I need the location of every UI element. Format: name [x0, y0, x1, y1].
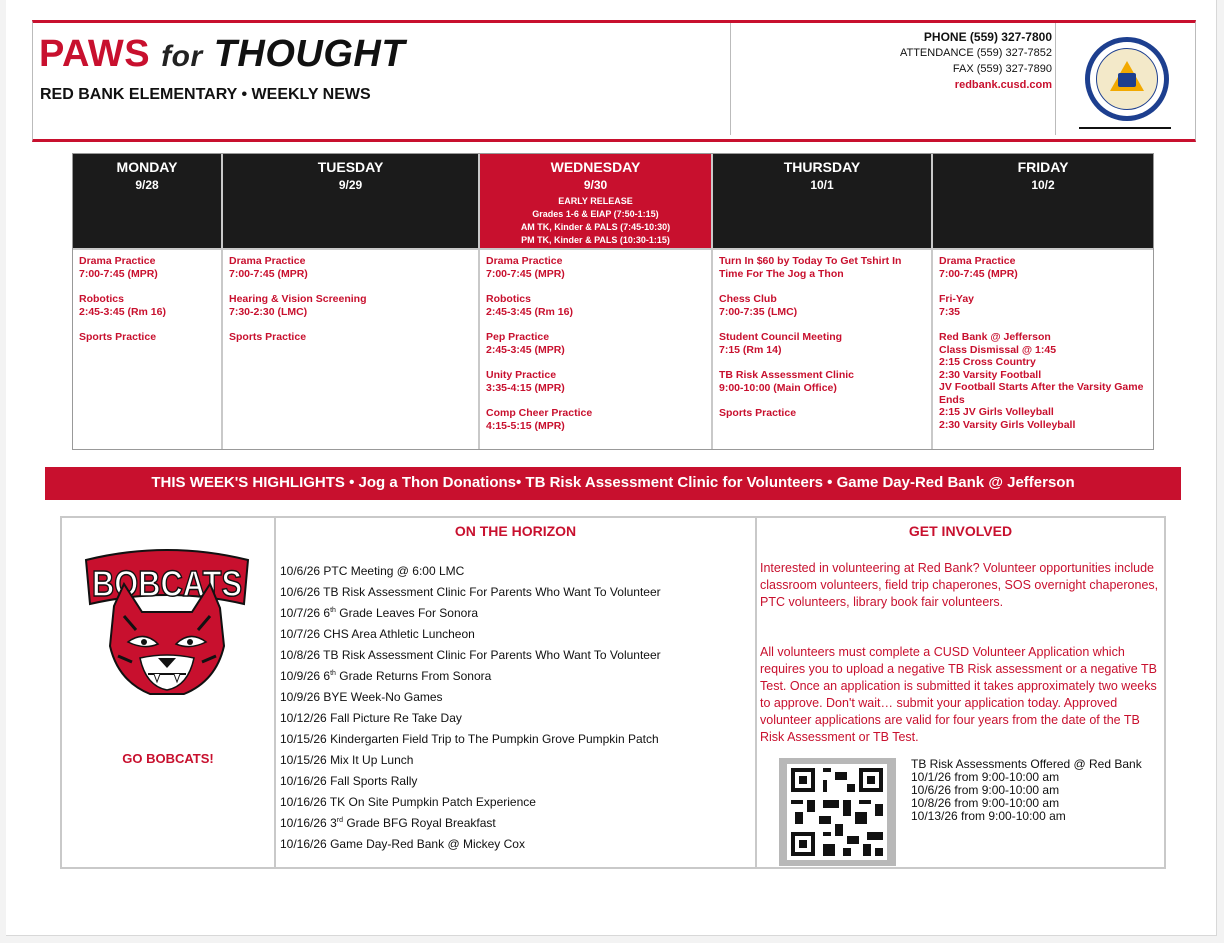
horizon-text: Kindergarten Field Trip to The Pumpkin Grove Pumpkin Patch [330, 732, 659, 746]
volunteer-intro: Interested in volunteering at Red Bank? Volunteer opportunities include classroom volunteers, field trip chaperones, SOS overnight chaperones, PTC volunteers, library book fair volunteers. [760, 561, 1159, 609]
horizon-date: 10/16/26 [280, 816, 327, 830]
horizon-item [280, 687, 750, 708]
calendar-event [486, 407, 706, 432]
horizon-title: ON THE HORIZON [454, 523, 577, 539]
svg-text:BOBCATS: BOBCATS [92, 563, 242, 604]
day-header [73, 154, 221, 250]
horizon-item [280, 582, 750, 603]
event-line: Sports Practice [229, 331, 307, 343]
header-divider [1055, 23, 1056, 135]
event-line: 2:45-3:45 (Rm 16) [79, 305, 166, 318]
newsletter-header [32, 20, 1196, 142]
horizon-text: BYE Week-No Games [323, 690, 443, 704]
horizon-item [280, 666, 750, 687]
event-line: Time For The Jog a Thon [719, 267, 844, 280]
event-line: Red Bank @ Jefferson [939, 331, 1051, 343]
bottom-section [60, 516, 1166, 869]
horizon-text: TK On Site Pumpkin Patch Experience [329, 795, 536, 809]
event-line: Pep Practice [486, 331, 550, 343]
divider [1079, 127, 1171, 129]
horizon-date: 10/16/26 [280, 837, 327, 851]
horizon-item [280, 813, 750, 834]
day-header [223, 154, 478, 250]
horizon-date: 10/16/26 [280, 774, 327, 788]
event-line: 2:45-3:45 (Rm 16) [486, 305, 573, 318]
day-events [933, 250, 1153, 431]
horizon-text: TB Risk Assessment Clinic For Parents Who Want To Volunteer [323, 648, 661, 662]
horizon-ordinal: 6 [323, 669, 331, 683]
horizon-item [280, 750, 750, 771]
get-involved-title: GET INVOLVED [908, 523, 1013, 539]
event-line: TB Risk Assessment Clinic [719, 369, 854, 381]
horizon-date: 10/16/26 [280, 795, 327, 809]
horizon-item [280, 834, 750, 855]
calendar-event [939, 293, 1148, 318]
event-line: Sports Practice [719, 407, 797, 419]
horizon-ordinal: 3 [330, 816, 337, 830]
horizon-text: Grade Returns From Sonora [335, 669, 492, 683]
early-release-note: Grades 1-6 & EIAP (7:50-1:15) [532, 209, 659, 219]
calendar-event [486, 369, 706, 394]
horizon-list [280, 561, 750, 855]
calendar-event [229, 255, 473, 280]
day-name: TUESDAY [317, 159, 384, 175]
calendar-event [719, 255, 926, 280]
horizon-ordinal-suffix: th [330, 607, 336, 614]
event-line: 2:45-3:45 (MPR) [486, 343, 565, 356]
horizon-text: Grade BFG Royal Breakfast [342, 816, 496, 830]
calendar-event [486, 293, 706, 318]
event-line: 2:15 JV Girls Volleyball [939, 406, 1054, 418]
event-line: Drama Practice [79, 255, 156, 267]
calendar-event [719, 407, 926, 420]
calendar-event [939, 255, 1148, 280]
event-line: Robotics [79, 293, 124, 305]
event-line: Drama Practice [486, 255, 563, 267]
tb-date: 10/1/26 from 9:00-10:00 am [911, 770, 1060, 784]
day-date: 9/30 [583, 178, 608, 192]
day-events [73, 250, 221, 344]
fax: FAX (559) 327-7890 [952, 63, 1052, 75]
contact-info [900, 29, 1052, 93]
calendar-event [719, 331, 926, 356]
calendar-event [486, 255, 706, 280]
event-line: JV Football Starts After the Varsity Game Ends [939, 381, 1144, 406]
calendar-event [79, 255, 216, 280]
horizon-text: Fall Picture Re Take Day [330, 711, 462, 725]
event-line: Sports Practice [79, 331, 157, 343]
volunteer-requirements: All volunteers must complete a CUSD Volunteer Application which requires you to upload a negative TB Risk assessment or a negative TB Test. Once an application is submitted it takes approximately two weeks to approve. Don't wait… submit your application today. Approved volunteer applications are valid for four years from the date of the TB Risk Assessment or TB Test. [760, 645, 1157, 744]
horizon-item [280, 624, 750, 645]
event-line: Student Council Meeting [719, 331, 843, 343]
horizon-item [280, 708, 750, 729]
horizon-ordinal-suffix: rd [336, 817, 343, 824]
newsletter-title [39, 33, 405, 76]
event-line: 7:00-7:45 (MPR) [486, 267, 565, 280]
horizon-text: TB Risk Assessment Clinic For Parents Who Want To Volunteer [323, 585, 661, 599]
day-header [933, 154, 1153, 250]
horizon-text: Fall Sports Rally [330, 774, 418, 788]
title-paws: PAWS [39, 33, 151, 75]
day-header [480, 154, 711, 250]
calendar-event [229, 331, 473, 344]
day-name: MONDAY [116, 159, 178, 175]
event-line: Fri-Yay [939, 293, 975, 305]
horizon-item [280, 561, 750, 582]
event-line: 7:00-7:35 (LMC) [719, 305, 798, 318]
event-line: Turn In $60 by Today To Get Tshirt In [719, 255, 902, 267]
tb-title: TB Risk Assessments Offered @ Red Bank [911, 757, 1142, 771]
horizon-text: Mix It Up Lunch [330, 753, 414, 767]
event-line: 7:00-7:45 (MPR) [79, 267, 158, 280]
horizon-ordinal-suffix: th [330, 670, 336, 677]
weekly-highlights-banner: THIS WEEK'S HIGHLIGHTS • Jog a Thon Donations• TB Risk Assessment Clinic for Volunteers • Game Day-Red Bank @ Jefferson [45, 467, 1181, 500]
event-line: Class Dismissal @ 1:45 [939, 343, 1057, 356]
horizon-item [280, 792, 750, 813]
horizon-item [280, 729, 750, 750]
horizon-text: Grade Leaves For Sonora [335, 606, 478, 620]
calendar-event [79, 293, 216, 318]
website-link[interactable]: redbank.cusd.com [954, 79, 1052, 91]
bobcats-logo-icon [84, 546, 250, 698]
district-seal-icon [1085, 37, 1169, 121]
event-line: Drama Practice [939, 255, 1016, 267]
day-events [480, 250, 711, 432]
horizon-date: 10/8/26 [280, 648, 321, 662]
horizon-date: 10/9/26 [280, 669, 321, 683]
calendar-event [939, 331, 1148, 431]
event-line: Unity Practice [486, 369, 557, 381]
early-release-note: AM TK, Kinder & PALS (7:45-10:30) [520, 222, 671, 232]
tb-date: 10/8/26 from 9:00-10:00 am [911, 796, 1060, 810]
calendar-event [719, 369, 926, 394]
horizon-text: Game Day-Red Bank @ Mickey Cox [330, 837, 525, 851]
horizon-date: 10/6/26 [280, 585, 321, 599]
event-line: 9:00-10:00 (Main Office) [719, 381, 837, 394]
horizon-date: 10/15/26 [280, 753, 327, 767]
event-line: 2:30 Varsity Girls Volleyball [939, 418, 1076, 431]
event-line: Robotics [486, 293, 531, 305]
event-line: 2:15 Cross Country [939, 356, 1036, 368]
horizon-item [280, 603, 750, 624]
attendance: ATTENDANCE (559) 327-7852 [899, 47, 1052, 59]
event-line: Chess Club [719, 293, 777, 305]
title-thought: THOUGHT [213, 33, 406, 75]
event-line: 3:35-4:15 (MPR) [486, 381, 565, 394]
day-date: 10/2 [1031, 178, 1055, 192]
horizon-date: 10/15/26 [280, 732, 327, 746]
event-line: 7:35 [939, 305, 961, 318]
calendar-event [79, 331, 216, 344]
event-line: Drama Practice [229, 255, 306, 267]
event-line: 4:15-5:15 (MPR) [486, 419, 565, 432]
day-events [713, 250, 931, 420]
header-divider [730, 23, 731, 135]
horizon-ordinal: 6 [323, 606, 331, 620]
calendar-event [229, 293, 473, 318]
weekly-calendar [72, 153, 1154, 450]
tb-schedule [911, 758, 1142, 823]
tb-date: 10/13/26 from 9:00-10:00 am [911, 809, 1066, 823]
newsletter-subtitle: RED BANK ELEMENTARY • WEEKLY NEWS [40, 86, 371, 103]
day-date: 9/28 [135, 178, 159, 192]
day-name: WEDNESDAY [550, 159, 641, 175]
horizon-item [280, 645, 750, 666]
event-line: Hearing & Vision Screening [229, 293, 367, 305]
qr-code-icon [779, 758, 896, 866]
day-header [713, 154, 931, 250]
day-events [223, 250, 478, 344]
event-line: Comp Cheer Practice [486, 407, 593, 419]
day-date: 9/29 [338, 178, 363, 192]
event-line: 2:30 Varsity Football [939, 368, 1042, 381]
tb-date: 10/6/26 from 9:00-10:00 am [911, 783, 1060, 797]
horizon-date: 10/7/26 [280, 627, 321, 641]
day-column-thursday [713, 154, 933, 449]
event-line: 7:15 (Rm 14) [719, 343, 782, 356]
event-line: 7:00-7:45 (MPR) [229, 267, 308, 280]
newsletter-page [6, 0, 1217, 936]
horizon-date: 10/7/26 [280, 606, 321, 620]
event-line: 7:00-7:45 (MPR) [939, 267, 1018, 280]
horizon-text: CHS Area Athletic Luncheon [323, 627, 475, 641]
horizon-item [280, 771, 750, 792]
day-name: THURSDAY [783, 159, 861, 175]
early-release-note: EARLY RELEASE [558, 196, 633, 206]
horizon-date: 10/9/26 [280, 690, 321, 704]
event-line: 7:30-2:30 (LMC) [229, 305, 308, 318]
day-column-monday [73, 154, 223, 449]
phone: PHONE (559) 327-7800 [923, 30, 1052, 44]
horizon-text: PTC Meeting @ 6:00 LMC [323, 564, 465, 578]
day-column-wednesday [480, 154, 713, 449]
early-release-note: PM TK, Kinder & PALS (10:30-1:15) [521, 235, 670, 245]
day-date: 10/1 [810, 178, 834, 192]
day-column-friday [933, 154, 1153, 449]
calendar-event [486, 331, 706, 356]
day-name: FRIDAY [1017, 159, 1069, 175]
calendar-event [719, 293, 926, 318]
horizon-date: 10/6/26 [280, 564, 321, 578]
day-column-tuesday [223, 154, 480, 449]
horizon-date: 10/12/26 [280, 711, 327, 725]
go-bobcats-text: GO BOBCATS! [122, 751, 214, 766]
title-for: for [161, 40, 203, 73]
